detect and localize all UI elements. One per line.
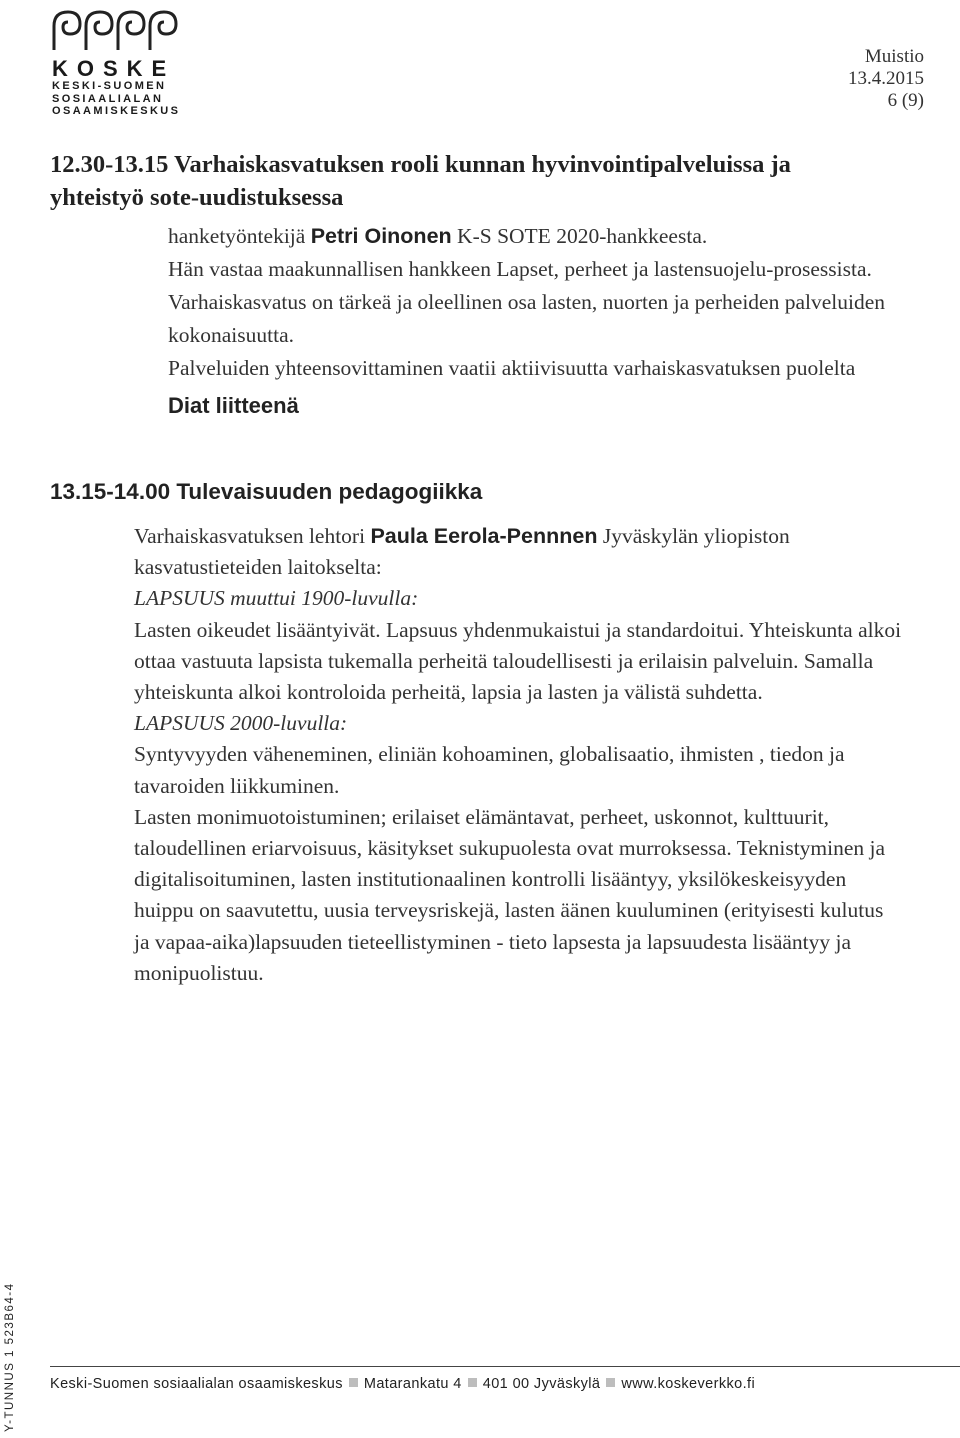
section-1-title-line-1: 12.30-13.15 Varhaiskasvatuksen rooli kunnan hyvinvointipalveluissa ja <box>50 151 791 178</box>
logo-line-3: OSAAMISKESKUS <box>52 105 181 117</box>
business-id: Y-TUNNUS 1 523B64-4 <box>4 1282 16 1432</box>
intro-line <box>134 521 902 583</box>
presenter-line <box>168 220 908 253</box>
separator-square-icon <box>468 1378 477 1387</box>
presenter-name: Petri Oinonen <box>310 224 452 248</box>
paragraph: Hän vastaa maakunnallisen hankkeen Lapset, perheet ja lastensuojelu-prosessista. <box>168 257 872 281</box>
document-date: 13.4.2015 <box>848 68 924 89</box>
footer-street: Matarankatu 4 <box>363 1376 462 1392</box>
footer-web: www.koskeverkko.fi <box>621 1376 756 1392</box>
paragraph: Varhaiskasvatus on tärkeä ja oleellinen osa lasten, nuorten ja perheiden palveluiden kokonaisuutta. <box>168 290 886 347</box>
section-1-content <box>168 220 908 423</box>
subheading: LAPSUUS muuttui 1900-luvulla: <box>134 586 419 611</box>
section-2-title: 13.15-14.00 Tulevaisuuden pedagogiikka <box>50 479 483 504</box>
paragraph: Palveluiden yhteensovittaminen vaatii aktiivisuutta varhaiskasvatuksen puolelta <box>168 356 856 380</box>
paragraph: Lasten monimuotoistuminen; erilaiset elämäntavat, perheet, uskonnot, kulttuurit, taloudellinen eriarvoisuus, käsitykset sukupuolesta ovat murroksessa. Teknistyminen ja digitalisoituminen, lasten institutionaalinen kontrolli lisääntyy, yksilökeskeisyyden huippu on saavutettu, uusia terveysriskejä, lasten äänen kuuluminen (erityisesti kulutus ja vapaa-aika)lapsuuden tieteellistyminen - tieto lapsesta ja lapsuudesta lisääntyy ja monipuolistuu. <box>134 804 886 985</box>
logo-line-2: SOSIAALIALAN <box>52 92 164 105</box>
paragraph: Lasten oikeudet lisääntyivät. Lapsuus yhdenmukaistui ja standardoitui. Yhteiskunta alkoi ottaa vastuuta lapsista tukemalla perheitä taloudellisesti ja erilaisin palveluin. Samalla yhteiskunta alkoi kontroloida perheitä, lapsia ja lasten ja välistä suhdetta. <box>134 617 902 705</box>
subheading: LAPSUUS 2000-luvulla: <box>134 711 348 736</box>
logo-line-1: KESKI-SUOMEN <box>52 80 167 92</box>
intro-suffix: Jyväskylän yliopiston kasvatustieteiden laitokselta: <box>134 524 790 580</box>
document-meta <box>848 46 924 112</box>
footer-org: Keski-Suomen sosiaalialan osaamiskeskus <box>50 1376 343 1392</box>
page-number: 6 (9) <box>887 90 924 111</box>
intro-name: Paula Eerola-Pennnen <box>370 524 598 548</box>
koske-logo <box>50 6 190 118</box>
footer <box>50 1376 960 1392</box>
document-body <box>50 148 930 989</box>
section-2 <box>50 475 930 989</box>
spiral-ornament-icon <box>50 6 182 54</box>
section-2-content <box>134 521 902 989</box>
presenter-suffix: K-S SOTE 2020-hankkeesta. <box>451 224 708 248</box>
footer-divider <box>50 1366 960 1367</box>
section-1-title-line-2: yhteistyö sote-uudistuksessa <box>50 184 344 211</box>
intro-prefix: Varhaiskasvatuksen lehtori <box>134 524 371 548</box>
footer-postal: 401 00 Jyväskylä <box>482 1376 601 1392</box>
logo-name: KOSKE <box>52 56 176 81</box>
paragraph: Syntyvyyden väheneminen, eliniän kohoaminen, globalisaatio, ihmisten , tiedon ja tavaroiden liikkuminen. <box>134 742 845 798</box>
document-type: Muistio <box>864 46 924 67</box>
separator-square-icon <box>349 1378 358 1387</box>
section-1-title <box>50 148 930 214</box>
presenter-prefix: hanketyöntekijä <box>168 224 311 248</box>
separator-square-icon <box>606 1378 615 1387</box>
attachment-note: Diat liitteenä <box>168 393 299 418</box>
